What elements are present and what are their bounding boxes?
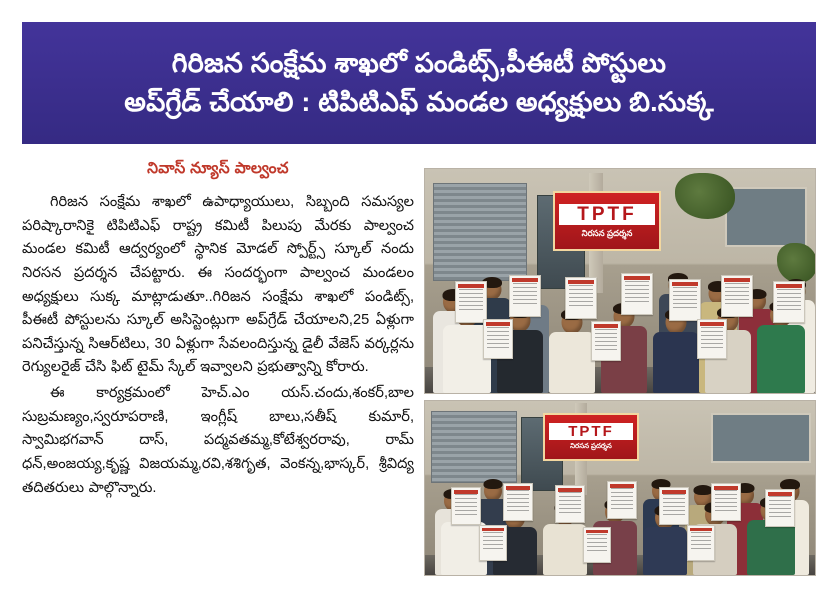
petition-paper <box>565 277 597 319</box>
article-area <box>22 160 816 576</box>
article-text-column <box>22 160 414 576</box>
photo-top-scene <box>425 169 815 393</box>
petition-paper <box>687 525 715 561</box>
banner-title: TPTF <box>559 204 655 225</box>
petition-paper <box>773 281 805 323</box>
photo-top <box>424 168 816 394</box>
petition-paper <box>621 273 653 315</box>
article-body <box>22 191 414 500</box>
headline-banner <box>22 22 816 144</box>
petition-paper <box>721 275 753 317</box>
article-paragraph-1: గిరిజన సంక్షేమ శాఖలో ఉపాధ్యాయులు, సిబ్బంది సమస్యల పరిష్కారానికై టిపిటిఎఫ్ రాష్ట్ర కమిటీ పిలుపు మేరకు పాల్వంచ మండల కమిటీ ఆద్వర్యంలో స్థానిక మోడల్ స్పోర్ట్స్ స్కూల్ నందు నిరసన ప్రదర్శన చేపట్టారు. ఈ సందర్భంగా పాల్వంచ మండలం అధ్యక్షులు సుక్క మాట్లాడుతూ..గిరిజన సంక్షేమ శాఖలో పండిట్స్, పీఈటీ పోస్టులను స్కూల్ అసిస్టెంట్లుగా అప్‌గ్రేడ్ చేయాలని,25 ఏళ్లుగా పనిచేస్తున్న సిఆర్‌టిలు, 30 ఏళ్లుగా సేవలందిస్తున్న డైలీ వేజెస్ వర్కర్లను రెగ్యులరైజ్ చేసి ఫిట్ టైమ్ స్కేల్ ఇవ్వాలని ప్రభుత్వాన్ని కోరారు. <box>22 194 414 376</box>
petition-paper <box>509 275 541 317</box>
byline: నివాస్ న్యూస్ పాల్వంచ <box>147 160 289 177</box>
photo-bottom-scene <box>425 401 815 575</box>
petition-paper <box>555 485 585 523</box>
window <box>725 187 807 247</box>
petition-paper <box>591 321 621 361</box>
banner-subtitle: నిరసన ప్రదర్శన <box>570 442 612 450</box>
petition-paper <box>697 319 727 359</box>
petition-paper <box>607 481 637 519</box>
photo-bottom <box>424 400 816 576</box>
petition-paper <box>479 525 507 561</box>
protest-banner <box>553 191 661 251</box>
photo-column <box>424 168 816 576</box>
petition-paper <box>503 483 533 521</box>
petition-paper <box>711 483 741 521</box>
petition-paper <box>483 319 513 359</box>
petition-paper <box>659 487 689 525</box>
headline-line-1: గిరిజన సంక్షేమ శాఖలో పండిట్స్,పీఈటీ పోస్టులు <box>171 47 667 78</box>
petition-paper <box>583 527 611 563</box>
protest-banner <box>543 413 639 461</box>
banner-subtitle: నిరసన ప్రదర్శన <box>581 227 633 238</box>
article-paragraph-2: ఈ కార్యక్రమంలో హెచ్.ఎం యస్.చందు,శంకర్,బాల సుబ్రమణ్యం,స్వరూపరాణి, ఇంగ్లీష్ బాలు,సతీష్ కుమార్, స్వామిభగవాన్ దాస్, పద్మవతమ్మ,కోటేశ్వరరావు, రామ్ ధన్,అంజయ్య,కృష్ణ విజయమ్మ,రవి,శశిగృత, వెంకన్న,భాస్కర్, శ్రీవిద్య తదితరులు పాల్గొన్నారు. <box>22 385 414 496</box>
banner-title: TPTF <box>549 423 634 440</box>
petition-paper <box>455 281 487 323</box>
petition-paper <box>451 487 481 525</box>
petition-paper <box>765 489 795 527</box>
headline-line-2: అప్‌గ్రేడ్ చేయాలి : టిపిటిఎఫ్ మండల అధ్యక్షులు బి.సుక్క <box>124 87 714 117</box>
petition-paper <box>669 279 701 321</box>
window <box>711 413 811 463</box>
